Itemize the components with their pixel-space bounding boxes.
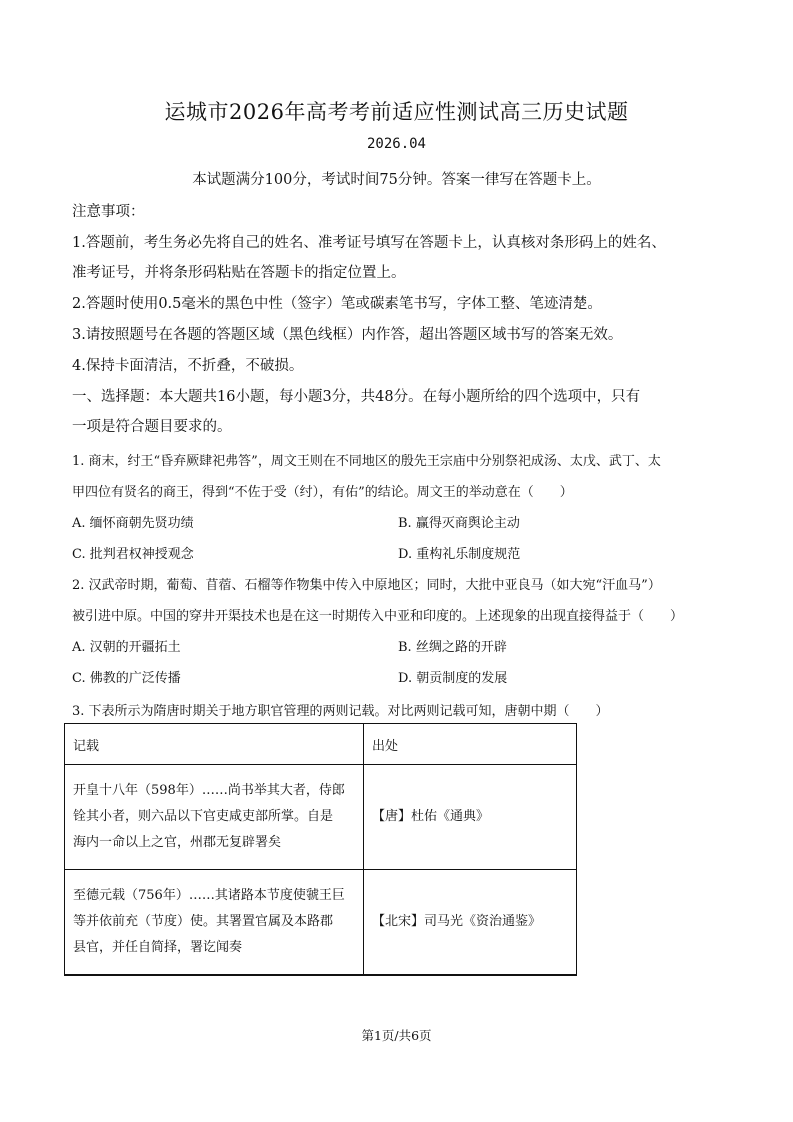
note-item-1-line-2: 准考证号，并将条形码粘贴在答题卡的指定位置上。 — [72, 265, 406, 281]
question-2-option-d: D. 朝贡制度的发展 — [398, 671, 508, 686]
exam-intro: 本试题满分100分，考试时间75分钟。答案一律写在答题卡上。 — [192, 172, 601, 188]
table-cell-source: 【唐】杜佑《通典》 — [364, 765, 577, 870]
question-2-stem-line-1: 2. 汉武帝时期，葡萄、苜蓿、石榴等作物集中传入中原地区；同时，大批中亚良马（如大宛“汗血马”） — [72, 578, 661, 593]
table-row — [65, 870, 577, 976]
exam-date: 2026.04 — [366, 136, 426, 152]
question-1-option-c: C. 批判君权神授观念 — [72, 547, 194, 562]
record-line: 等并依前充（节度）使。其署置官属及本路郡 — [73, 914, 334, 929]
question-1-stem-line-1: 1. 商末，纣王“昏弃厥肆祀弗答”，周文王则在不同地区的殷先王宗庙中分别祭祀成汤、太戊、武丁、太 — [72, 454, 661, 469]
record-line: 县官，并任自简择，署讫闻奏 — [73, 940, 243, 955]
question-2-option-c: C. 佛教的广泛传播 — [72, 671, 181, 686]
question-1-option-d: D. 重构礼乐制度规范 — [398, 547, 521, 562]
note-item-2: 2.答题时使用0.5毫米的黑色中性（签字）笔或碳素笔书写，字体工整、笔迹清楚。 — [72, 296, 602, 312]
record-line: 至德元载（756年）……其诸路本节度使虢王巨 — [73, 888, 345, 903]
question-2-option-a: A. 汉朝的开疆拓土 — [72, 640, 181, 655]
question-1-stem-line-2: 甲四位有贤名的商王，得到“不佐于受（纣），有佑”的结论。周文王的举动意在（ ） — [72, 485, 573, 500]
table-cell-record — [65, 765, 364, 870]
table-header-row — [65, 724, 577, 765]
section-heading-line-2: 一项是符合题目要求的。 — [72, 419, 232, 435]
table-header-source: 出处 — [364, 724, 577, 765]
page-number: 第1页/共6页 — [361, 1028, 432, 1043]
question-1-option-a: A. 缅怀商朝先贤功绩 — [72, 516, 194, 531]
question-2-stem-line-2: 被引进中原。中国的穿井开渠技术也是在这一时期传入中亚和印度的。上述现象的出现直接得益于（ ） — [72, 609, 684, 624]
question-1-option-b: B. 赢得灭商舆论主动 — [398, 516, 520, 531]
table-header-record: 记载 — [65, 724, 364, 765]
note-item-3: 3.请按照题号在各题的答题区域（黑色线框）内作答，超出答题区域书写的答案无效。 — [72, 327, 623, 343]
exam-title: 运城市2026年高考考前适应性测试高三历史试题 — [164, 100, 629, 124]
record-line: 铨其小者，则六品以下官吏咸吏部所掌。自是 — [73, 809, 334, 824]
section-heading-line-1: 一、选择题：本大题共16小题，每小题3分，共48分。在每小题所给的四个选项中，只有 — [72, 389, 641, 405]
record-line: 开皇十八年（598年）……尚书举其大者，侍郎 — [73, 783, 345, 798]
table-cell-source: 【北宋】司马光《资治通鉴》 — [364, 870, 577, 976]
record-line: 海内一命以上之官，州郡无复辟署矣 — [73, 835, 282, 850]
question-2-option-b: B. 丝绸之路的开辟 — [398, 640, 507, 655]
question-3-stem: 3. 下表所示为隋唐时期关于地方职官管理的两则记载。对比两则记载可知，唐朝中期（ ） — [72, 704, 609, 719]
records-table — [64, 723, 577, 976]
note-item-4: 4.保持卡面清洁，不折叠，不破损。 — [72, 358, 304, 374]
notes-heading: 注意事项： — [72, 204, 145, 220]
note-item-1-line-1: 1.答题前，考生务必先将自己的姓名、准考证号填写在答题卡上，认真核对条形码上的姓名、 — [72, 235, 666, 251]
table-row — [65, 765, 577, 870]
table-cell-record — [65, 870, 364, 976]
